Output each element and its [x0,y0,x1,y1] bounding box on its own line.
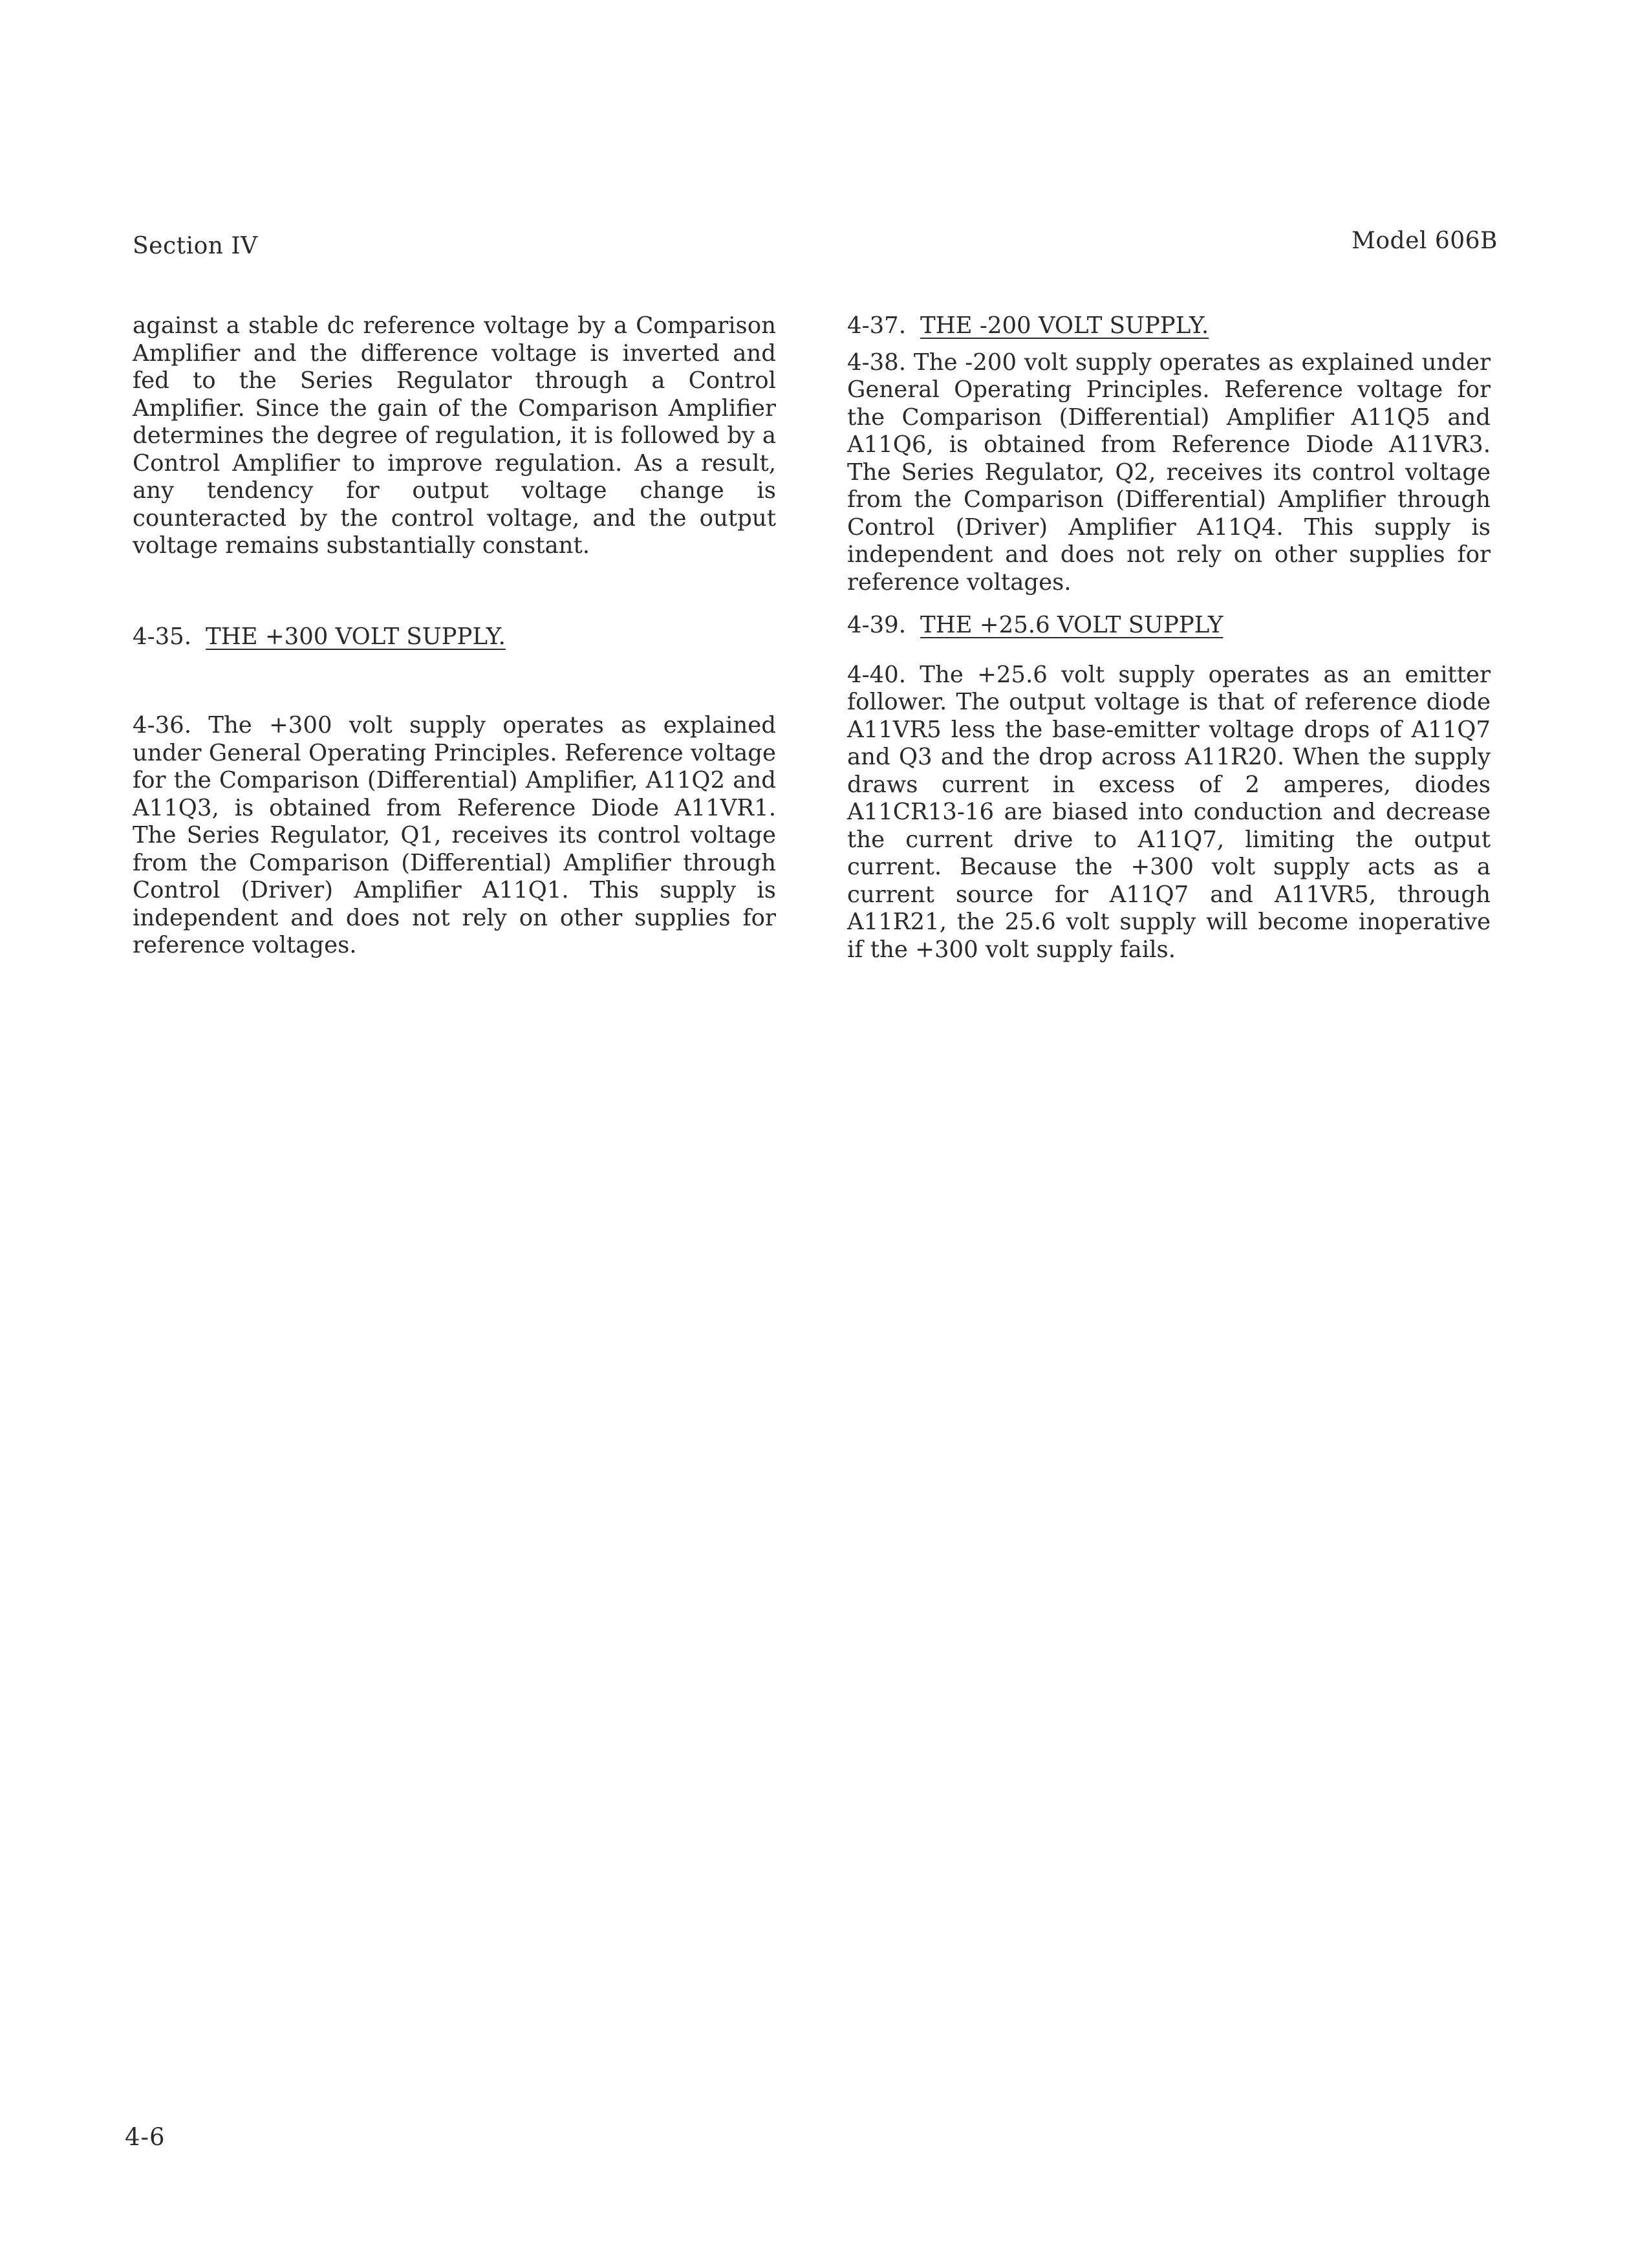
page-number: 4-6 [125,2123,166,2151]
intro-paragraph: against a stable dc reference voltage by a Comparison Amplifier and the difference voltage is inverted and fed to the Series Regulator through a Control Amplifier. Since the gain of the Comparison Amplifier determines the degree of regulation, it is followed by a Control Amplifier to improve regulation. As a result, any tendency for output voltage change is counteracted by the control voltage, and the output voltage remains substantially constant. [133,312,776,559]
model-label: Model 606B [1352,228,1498,254]
heading-4-37 [847,312,1491,340]
heading-4-35 [133,623,776,651]
paragraph-4-36: 4-36. The +300 volt supply operates as explained under General Operating Principles. Reference voltage for the Comparison (Differential) Amplifier, A11Q2 and A11Q3, is obtained from Reference Diode A11VR1. The Series Regulator, Q1, receives its control voltage from the Comparison (Differential) Amplifier through Control (Driver) Amplifier A11Q1. This supply is independent and does not rely on other supplies for reference voltages. [133,712,776,958]
left-column [133,312,776,960]
paragraph-4-40: 4-40. The +25.6 volt supply operates as an emitter follower. The output voltage is that of reference diode A11VR5 less the base-emitter voltage drops of A11Q7 and Q3 and the drop across A11R20. When the supply draws current in excess of 2 amperes, diodes A11CR13-16 are biased into conduction and decrease the current drive to A11Q7, limiting the output current. Because the +300 volt supply acts as a current source for A11Q7 and A11VR5, through A11R21, the 25.6 volt supply will become inoperative if the +300 volt supply fails. [847,661,1491,963]
heading-title: THE -200 VOLT SUPPLY. [920,312,1209,339]
heading-number: 4-37. [847,312,907,339]
heading-title: THE +25.6 VOLT SUPPLY [920,612,1223,638]
heading-number: 4-39. [847,612,907,638]
section-label: Section IV [133,233,258,259]
paragraph-4-38: 4-38. The -200 volt supply operates as explained under General Operating Principles. Reference voltage for the Comparison (Differential) Amplifier A11Q5 and A11Q6, is obtained from Reference Diode A11VR3. The Series Regulator, Q2, receives its control voltage from the Comparison (Differential) Amplifier through Control (Driver) Amplifier A11Q4. This supply is independent and does not rely on other supplies for reference voltages. [847,349,1491,596]
heading-title: THE +300 VOLT SUPPLY. [206,623,506,650]
heading-number: 4-35. [133,623,192,650]
heading-4-39 [847,612,1491,640]
right-column [847,312,1491,964]
